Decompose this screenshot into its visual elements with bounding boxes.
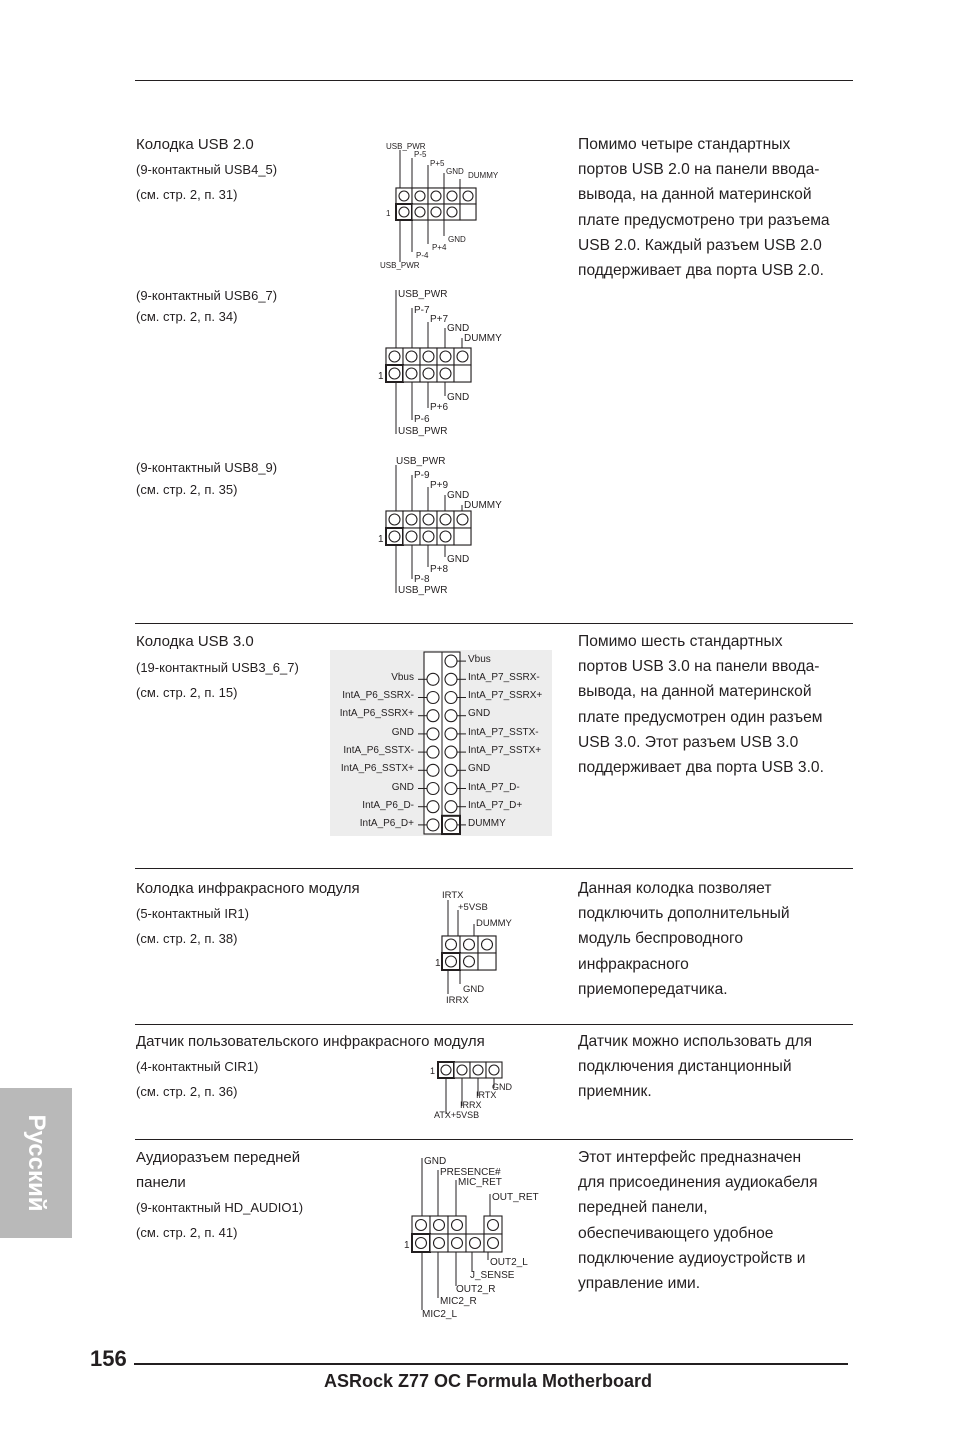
usb8-9-pin-label: P+8 [430,564,449,575]
footer-title: ASRock Z77 OC Formula Motherboard [324,1371,653,1391]
audio-title-line-2: панели [136,1174,186,1191]
usb8-9-pin-grid [386,511,471,545]
usb2-header-1-ref: (см. стр. 2, п. 31) [136,187,238,202]
usb3-left-pin-label: GND [391,782,414,793]
usb3-left-pin [427,692,439,704]
ir-pinout-diagram [430,886,530,1006]
usb3-right-pin [445,783,457,795]
audio-type: (9-контактный HD_AUDIO1) [136,1200,304,1215]
usb6-7-pin-grid [386,348,471,382]
ir-desc-line: Данная колодка позволяет [578,880,772,897]
usb2-header-3-type: (9-контактный USB8_9) [136,460,278,475]
usb2-desc-line: вывода, на данной материнской [578,186,812,204]
usb6-7-pin1-marker: 1 [378,371,384,382]
usb3-left-pin [427,783,439,795]
usb3-left-pin-label: IntA_P6_D- [362,800,414,811]
audio-desc-line: Этот интерфейс предназначен [578,1149,802,1166]
top-rule [135,80,853,81]
usb3-right-pin-label: IntA_P7_SSRX+ [468,690,543,701]
ir-pin-label: DUMMY [476,918,512,929]
usb8-9-pin-label: P+9 [430,480,449,491]
usb3-right-pin [445,710,457,722]
ir-pin1-marker: 1 [435,958,441,969]
usb6-7-pin-label: USB_PWR [398,289,448,300]
cir-type: (4-контактный CIR1) [136,1059,259,1074]
usb3-right-pin-label: IntA_P7_D+ [468,800,523,811]
usb2-description [578,132,858,283]
usb8-9-pin-label: GND [447,554,470,565]
ir-ref: (см. стр. 2, п. 38) [136,931,238,946]
audio-description [578,1145,858,1296]
cir-pin-label: ATX+5VSB [434,1110,480,1120]
usb6-7-pin-label: P-7 [414,305,430,316]
usb3-right-pin-label: IntA_P7_SSTX- [468,727,539,738]
usb6-7-pin-label: DUMMY [464,333,502,344]
cir-desc-line: Датчик можно использовать для [578,1033,813,1050]
page-number: 156 [90,1346,127,1371]
usb3-section-rule [135,623,853,624]
usb6-7-pin-label: P-6 [414,414,430,425]
audio-desc-line: обеспечивающего удобное [578,1224,774,1242]
usb3-desc-line: вывода, на данной материнской [578,683,812,701]
usb3-right-pin-label: IntA_P7_SSRX- [468,672,540,683]
cir-description [578,1029,858,1105]
usb3-right-pin-label: IntA_P7_D- [468,782,520,793]
usb2-desc-line: портов USB 2.0 на панели ввода- [578,161,820,179]
usb3-pinout-diagram [330,650,552,836]
ir-desc-line: приемопередатчика. [578,980,728,998]
cir-pin-label: GND [492,1082,512,1092]
usb3-left-pin [427,819,439,831]
usb4-5-pin-label: USB_PWR [386,142,426,151]
usb3-left-pin-label: IntA_P6_D+ [359,818,414,829]
usb2-header-2-ref: (см. стр. 2, п. 34) [136,309,238,324]
audio-pin-label: OUT2_L [490,1257,528,1268]
usb2-desc-line: USB 2.0. Каждый разъем USB 2.0 [578,236,822,254]
usb3-desc-line: портов USB 3.0 на панели ввода- [578,658,820,676]
usb3-left-pin [427,673,439,685]
usb2-desc-line: Помимо четыре стандартных [578,136,791,153]
audio-pin-grid [412,1216,502,1252]
usb4-5-pin-label: P-4 [416,251,429,260]
usb4-5-pin-label: P-5 [414,150,427,159]
cir-title: Датчик пользовательского инфракрасного модуля [136,1033,485,1050]
usb4-5-pin-label: USB_PWR [380,261,420,270]
ir-section-rule [135,868,853,869]
usb8-9-pin-label: USB_PWR [396,456,446,467]
usb3-left-pin [427,801,439,813]
usb3-right-pin-label: DUMMY [468,818,506,829]
audio-title-line-1: Аудиоразъем передней [136,1149,301,1166]
usb8-9-pin-label: GND [447,490,470,501]
usb3-title: Колодка USB 3.0 [136,633,254,650]
audio-desc-line: передней панели, [578,1199,708,1217]
usb6-7-pin-label: GND [447,392,470,403]
usb3-desc-line: USB 3.0. Этот разъем USB 3.0 [578,733,799,751]
ir-pin-label: IRTX [442,890,464,901]
audio-pinout-diagram [400,1150,550,1325]
usb8-9-pin-label: USB_PWR [398,585,448,596]
usb3-right-pin-label: GND [468,763,491,774]
ir-desc-line: подключить дополнительный [578,905,790,923]
usb4-5-pin-label: DUMMY [468,171,499,180]
usb3-desc-line: Помимо шесть стандартных [578,633,783,650]
audio-pin-label: MIC_RET [458,1177,502,1188]
audio-pin-label: MIC2_L [422,1309,458,1320]
footer-rule [134,1363,848,1365]
audio-pin-label: GND [424,1156,447,1167]
usb6-7-pin-label: GND [447,323,470,334]
ir-desc-line: инфракрасного [578,955,689,973]
usb8-9-pin1-marker: 1 [378,534,384,545]
audio-pin-label: OUT2_R [456,1284,496,1295]
ir-pin-label: +5VSB [458,902,488,913]
usb8-9-pin-label: DUMMY [464,500,502,511]
language-label: Русский [23,1114,50,1212]
usb3-right-pin [445,655,457,667]
usb3-left-pin [427,728,439,740]
usb2-header-2-type: (9-контактный USB6_7) [136,288,278,303]
cir-section-rule [135,1024,853,1025]
cir-desc-line: подключения дистанционный [578,1058,792,1076]
usb4-5-pin-label: P+4 [432,243,447,252]
usb6-7-pin-label: USB_PWR [398,426,448,437]
usb3-left-pin-label: IntA_P6_SSTX- [343,745,414,756]
audio-pin-label: MIC2_R [440,1296,477,1307]
usb3-left-pin-label: IntA_P6_SSTX+ [340,763,414,774]
usb6-7-pinout-diagram [372,286,522,440]
cir-pinout-diagram [428,1060,528,1122]
usb3-right-pin [445,819,457,831]
usb4-5-pin-grid [396,188,476,220]
usb3-right-pin-label: GND [468,708,491,719]
ir-desc-line: модуль беспроводного [578,930,744,948]
usb8-9-pinout-diagram [372,453,522,599]
usb3-left-pin [427,764,439,776]
cir-pin-grid [438,1062,502,1078]
usb4-5-pin1-marker: 1 [386,209,391,218]
ir-pin-label: IRRX [446,995,469,1006]
audio-ref: (см. стр. 2, п. 41) [136,1225,238,1240]
audio-pin1-marker: 1 [404,1240,410,1251]
usb2-header-3-ref: (см. стр. 2, п. 35) [136,482,238,497]
ir-pin-label: GND [463,984,485,995]
usb4-5-pinout-diagram [370,140,520,272]
usb2-title: Колодка USB 2.0 [136,136,254,153]
usb2-header-1-type: (9-контактный USB4_5) [136,162,278,177]
audio-desc-line: для присоединения аудиокабеля [578,1174,818,1192]
audio-desc-line: управление ими. [578,1275,701,1293]
cir-pin-label: IRRX [460,1100,482,1110]
usb3-desc-line: плате предусмотрен один разъем [578,708,823,726]
usb3-description [578,629,858,780]
usb4-5-pin-label: P+5 [430,159,445,168]
ir-type: (5-контактный IR1) [136,906,249,921]
usb2-desc-line: поддерживает два порта USB 2.0. [578,262,824,280]
ir-title: Колодка инфракрасного модуля [136,880,360,897]
usb6-7-pin-label: P+6 [430,402,449,413]
audio-section-rule [135,1139,853,1140]
usb3-right-pin [445,746,457,758]
language-sidebar-tab [0,1088,72,1238]
usb3-right-pin [445,764,457,776]
usb3-left-pin [427,746,439,758]
usb3-ref: (см. стр. 2, п. 15) [136,685,238,700]
usb3-right-pin [445,673,457,685]
usb3-left-pin-label: IntA_P6_SSRX+ [339,708,414,719]
cir-pin-label: IRTX [476,1090,497,1100]
usb3-type: (19-контактный USB3_6_7) [136,660,299,675]
ir-description [578,876,858,1002]
usb3-left-pin [427,710,439,722]
audio-pin-label: PRESENCE# [440,1167,501,1178]
usb8-9-pin-label: P-8 [414,574,430,585]
usb3-right-pin [445,801,457,813]
usb2-desc-line: плате предусмотрено три разъема [578,211,830,229]
audio-pin-label: J_SENSE [470,1270,515,1281]
usb3-right-pin [445,692,457,704]
usb6-7-pin-label: P+7 [430,314,449,325]
usb3-right-pin-label: IntA_P7_SSTX+ [468,745,542,756]
audio-desc-line: подключение аудиоустройств и [578,1249,806,1267]
usb3-right-pin [445,728,457,740]
audio-pin-label: OUT_RET [492,1192,539,1203]
usb4-5-pin-label: GND [448,235,466,244]
cir-ref: (см. стр. 2, п. 36) [136,1084,238,1099]
cir-desc-line: приемник. [578,1083,652,1101]
usb3-left-pin-label: GND [391,727,414,738]
usb3-left-pin-label: IntA_P6_SSRX- [342,690,414,701]
usb3-right-pin-label: Vbus [468,654,491,665]
usb8-9-pin-label: P-9 [414,470,430,481]
usb4-5-pin-label: GND [446,167,464,176]
ir-pin-grid [442,936,496,970]
cir-pin1-marker: 1 [430,1066,436,1076]
usb3-left-pin-label: Vbus [391,672,414,683]
usb3-desc-line: поддерживает два порта USB 3.0. [578,759,824,777]
